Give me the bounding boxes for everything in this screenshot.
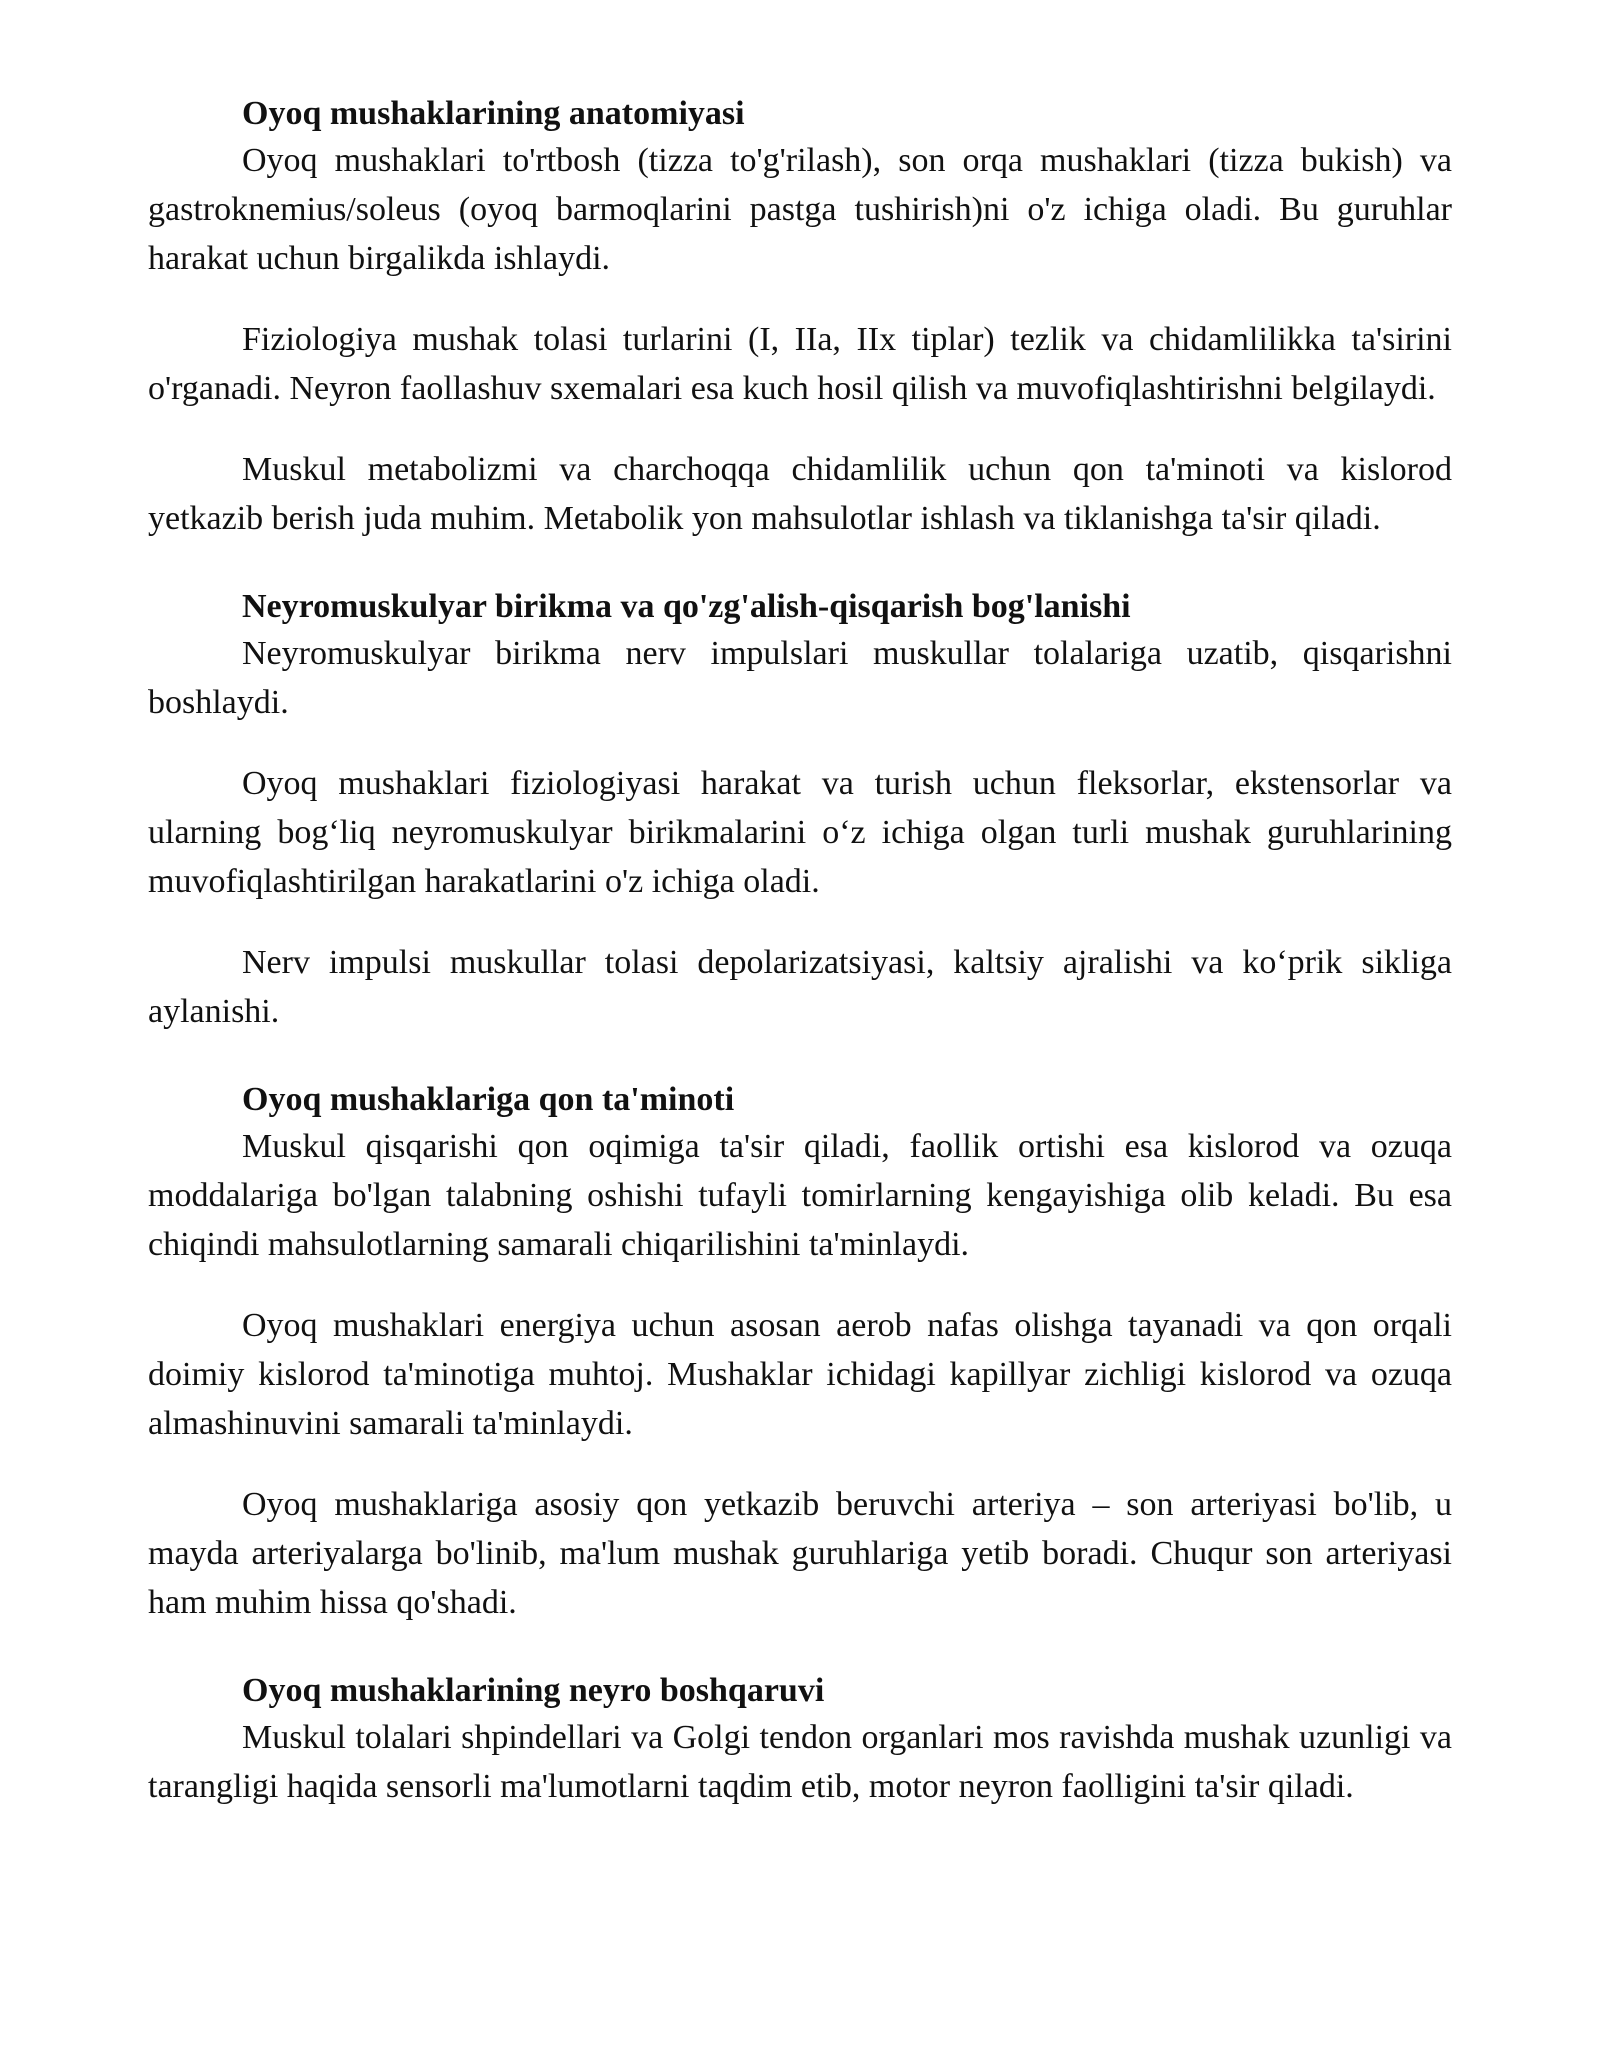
paragraph: Nerv impulsi muskullar tolasi depolarizatsiyasi, kaltsiy ajralishi va ko‘prik sikliga aylanishi. [148,944,1452,1030]
paragraph: Oyoq mushaklariga asosiy qon yetkazib beruvchi arteriya – son arteriyasi bo'lib, u mayda arteriyalarga bo'linib, ma'lum mushak guruhlariga yetib boradi. Chuqur son arteriyasi ham muhim hissa qo'shadi. [148,1486,1452,1621]
section-heading: Oyoq mushaklariga qon ta'minoti [242,1081,735,1118]
document-page [148,92,1452,1811]
section-heading: Neyromuskulyar birikma va qo'zg'alish-qisqarish bog'lanishi [242,588,1131,625]
paragraph: Oyoq mushaklari to'rtbosh (tizza to'g'rilash), son orqa mushaklari (tizza bukish) va gastroknemius/soleus (oyoq barmoqlarini pastga tushirish)ni o'z ichiga oladi. Bu guruhlar harakat uchun birgalikda ishlaydi. [148,142,1452,277]
section-blood-supply [148,1078,1452,1627]
section-heading: Oyoq mushaklarining anatomiyasi [242,95,745,132]
section-heading: Oyoq mushaklarining neyro boshqaruvi [242,1672,825,1709]
section-neuromuscular-junction [148,585,1452,1036]
paragraph: Muskul metabolizmi va charchoqqa chidamlilik uchun qon ta'minoti va kislorod yetkazib berish juda muhim. Metabolik yon mahsulotlar ishlash va tiklanishga ta'sir qiladi. [148,451,1452,537]
paragraph: Oyoq mushaklari fiziologiyasi harakat va turish uchun fleksorlar, ekstensorlar va ularning bog‘liq neyromuskulyar birikmalarini o‘z ichiga olgan turli mushak guruhlarining muvofiqlashtirilgan harakatlarini o'z ichiga oladi. [148,765,1452,900]
section-neural-control [148,1669,1452,1811]
paragraph: Oyoq mushaklari energiya uchun asosan aerob nafas olishga tayanadi va qon orqali doimiy kislorod ta'minotiga muhtoj. Mushaklar ichidagi kapillyar zichligi kislorod va ozuqa almashinuvini samarali ta'minlaydi. [148,1307,1452,1442]
paragraph: Muskul tolalari shpindellari va Golgi tendon organlari mos ravishda mushak uzunligi va tarangligi haqida sensorli ma'lumotlarni taqdim etib, motor neyron faolligini ta'sir qiladi. [148,1719,1452,1805]
paragraph: Muskul qisqarishi qon oqimiga ta'sir qiladi, faollik ortishi esa kislorod va ozuqa moddalariga bo'lgan talabning oshishi tufayli tomirlarning kengayishiga olib keladi. Bu esa chiqindi mahsulotlarning samarali chiqarilishini ta'minlaydi. [148,1128,1452,1263]
paragraph: Fiziologiya mushak tolasi turlarini (I, IIa, IIx tiplar) tezlik va chidamlilikka ta'sirini o'rganadi. Neyron faollashuv sxemalari esa kuch hosil qilish va muvofiqlashtirishni belgilaydi. [148,321,1452,407]
section-leg-muscle-anatomy [148,92,1452,543]
paragraph: Neyromuskulyar birikma nerv impulslari muskullar tolalariga uzatib, qisqarishni boshlaydi. [148,635,1452,721]
